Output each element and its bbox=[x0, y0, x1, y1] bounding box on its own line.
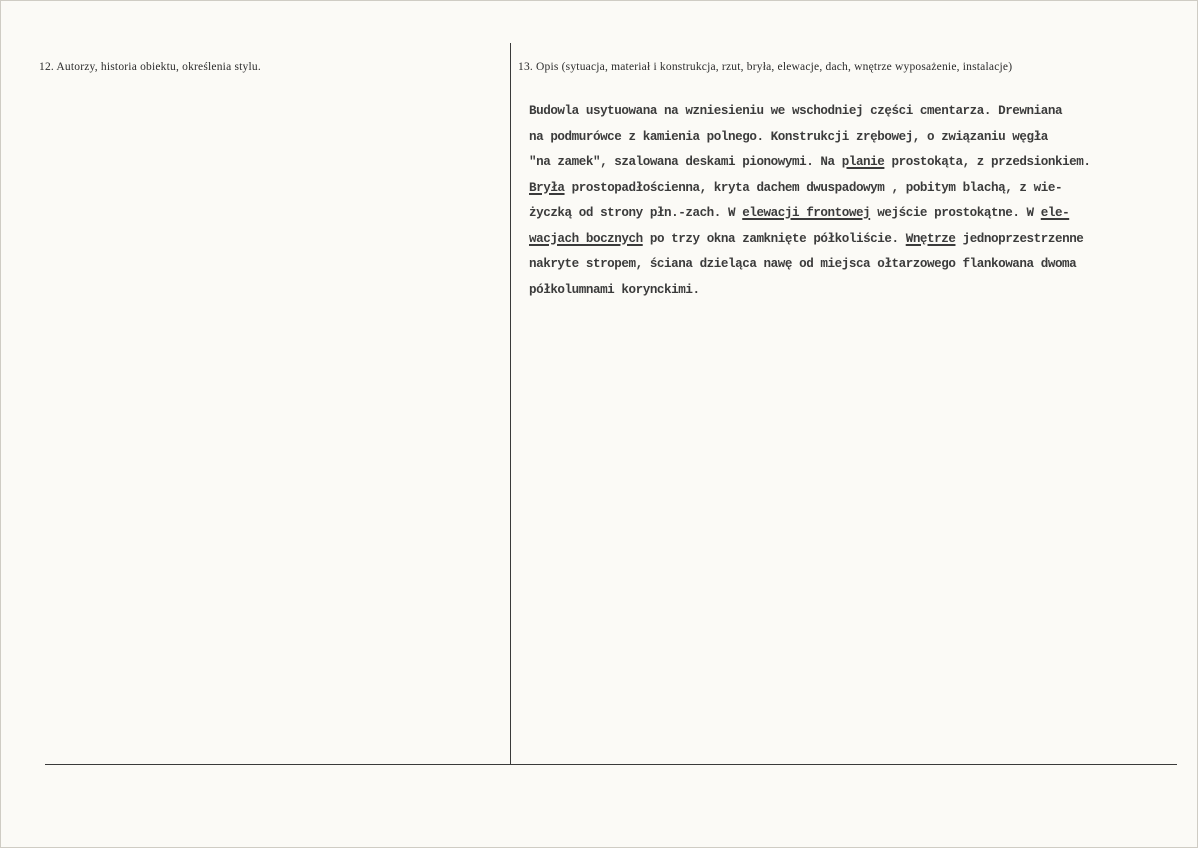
underlined-term: wacjach bocznych bbox=[529, 231, 643, 246]
section-13-heading: 13. Opis (sytuacja, materiał i konstrukcja, rzut, bryła, elewacje, dach, wnętrze wyposażenie, instalacje) bbox=[518, 61, 1013, 73]
description-line bbox=[529, 125, 1189, 151]
text-run: jednoprzestrzenne bbox=[955, 231, 1084, 246]
description-line bbox=[529, 99, 1189, 125]
text-run: po trzy okna zamknięte półkoliście. bbox=[642, 231, 906, 246]
text-run: prostopadłościenna, kryta dachem dwuspadowym , pobitym blachą, z wie- bbox=[564, 180, 1063, 195]
text-run: półkolumnami korynckimi. bbox=[529, 282, 700, 297]
typed-description bbox=[529, 99, 1189, 303]
description-line bbox=[529, 227, 1189, 253]
underlined-term: elewacji frontowej bbox=[742, 206, 871, 220]
text-run: prostokąta, z przedsionkiem. bbox=[884, 155, 1091, 169]
text-run: Budowla usytuowana na wzniesieniu we wschodniej części cmentarza. Drewniana bbox=[529, 104, 1063, 118]
underlined-term: Wnętrze bbox=[905, 231, 956, 246]
description-line bbox=[529, 201, 1189, 227]
description-line bbox=[529, 150, 1189, 176]
text-run: wejście prostokątne. W bbox=[870, 206, 1041, 220]
text-run: życzką od strony płn.-zach. W bbox=[529, 206, 743, 220]
bottom-rule bbox=[45, 764, 1177, 765]
underlined-term: planie bbox=[841, 155, 885, 169]
column-divider bbox=[510, 43, 511, 765]
description-line bbox=[529, 252, 1189, 278]
underlined-term: ele- bbox=[1040, 206, 1070, 220]
text-run: nakryte stropem, ściana dzieląca nawę od miejsca ołtarzowego flankowana dwoma bbox=[529, 257, 1077, 271]
underlined-term: Bryła bbox=[529, 180, 565, 195]
text-run: na podmurówce z kamienia polnego. Konstrukcji zrębowej, o związaniu węgła bbox=[529, 129, 1048, 144]
description-line bbox=[529, 278, 1189, 304]
text-run: "na zamek", szalowana deskami pionowymi. Na bbox=[529, 155, 842, 169]
section-12-heading: 12. Autorzy, historia obiektu, określenia stylu. bbox=[39, 61, 261, 73]
description-line bbox=[529, 176, 1189, 202]
